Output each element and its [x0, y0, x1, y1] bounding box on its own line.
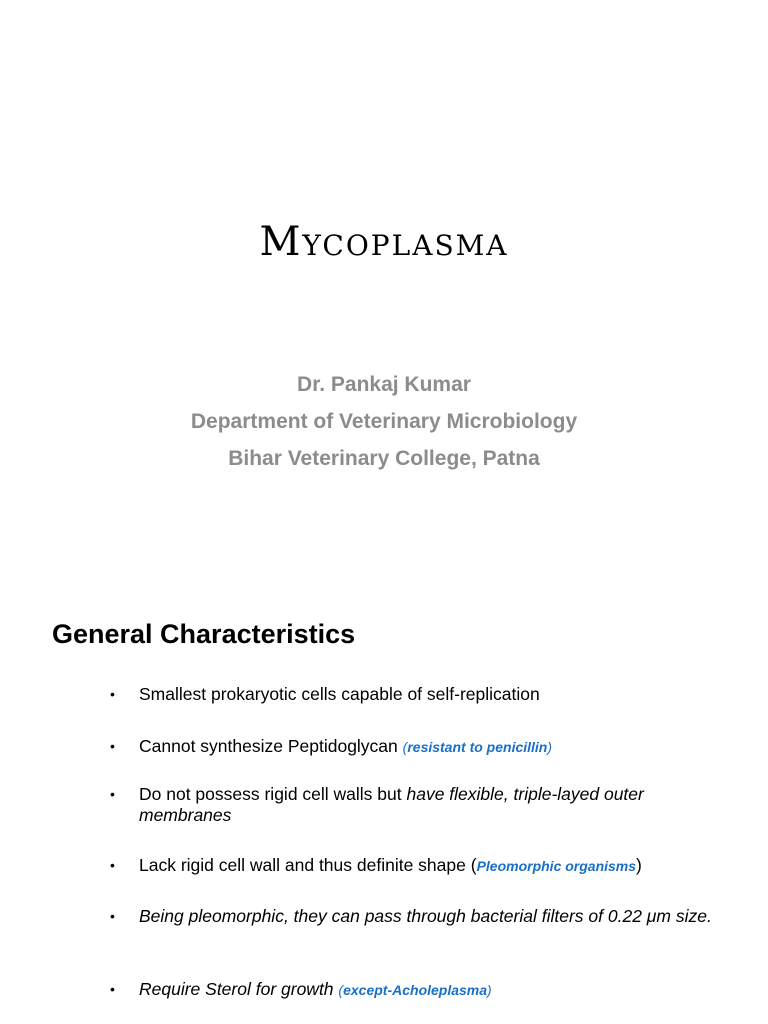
bullet-icon: • — [110, 738, 115, 754]
note-open-paren: ( — [402, 739, 408, 755]
bullet-note: except-Acholeplasma — [343, 982, 488, 998]
close-paren: ) — [636, 855, 642, 875]
bullet-italic-text: Being pleomorphic, they can pass through bacterial filters of 0.22 μm size. — [139, 906, 712, 926]
slide-heading: General Characteristics — [52, 619, 356, 649]
bullet-text: Smallest prokaryotic cells capable of self-replication — [139, 684, 540, 704]
bullet-italic-text: Require Sterol for growth — [139, 979, 334, 999]
bullet-text: Cannot synthesize Peptidoglycan — [139, 736, 398, 756]
bullet-note: resistant to penicillin — [407, 739, 548, 755]
bullet-text: Do not possess rigid cell walls but — [139, 784, 402, 804]
bullet-text: Lack rigid cell wall and thus definite shape ( — [139, 855, 477, 875]
author-name: Dr. Pankaj Kumar — [297, 373, 471, 396]
bullet-note: Pleomorphic organisms — [476, 858, 637, 874]
bullet-icon: • — [110, 686, 115, 702]
note-close-paren: ) — [487, 982, 492, 998]
note-open-paren: ( — [338, 982, 344, 998]
bullet-icon: • — [110, 857, 115, 873]
characteristics-slide — [0, 590, 768, 1024]
slide-title: Mycoplasma — [259, 219, 509, 265]
slide-subtitle — [0, 366, 768, 477]
college-name: Bihar Veterinary College, Patna — [228, 447, 540, 470]
note-close-paren: ) — [547, 739, 553, 755]
bullet-icon: • — [110, 786, 115, 802]
bullet-icon: • — [110, 981, 115, 997]
bullet-icon: • — [110, 908, 115, 924]
department-name: Department of Veterinary Microbiology — [190, 410, 578, 433]
bullet-italic-text: have flexible, triple-layed outer membranes — [139, 784, 644, 825]
